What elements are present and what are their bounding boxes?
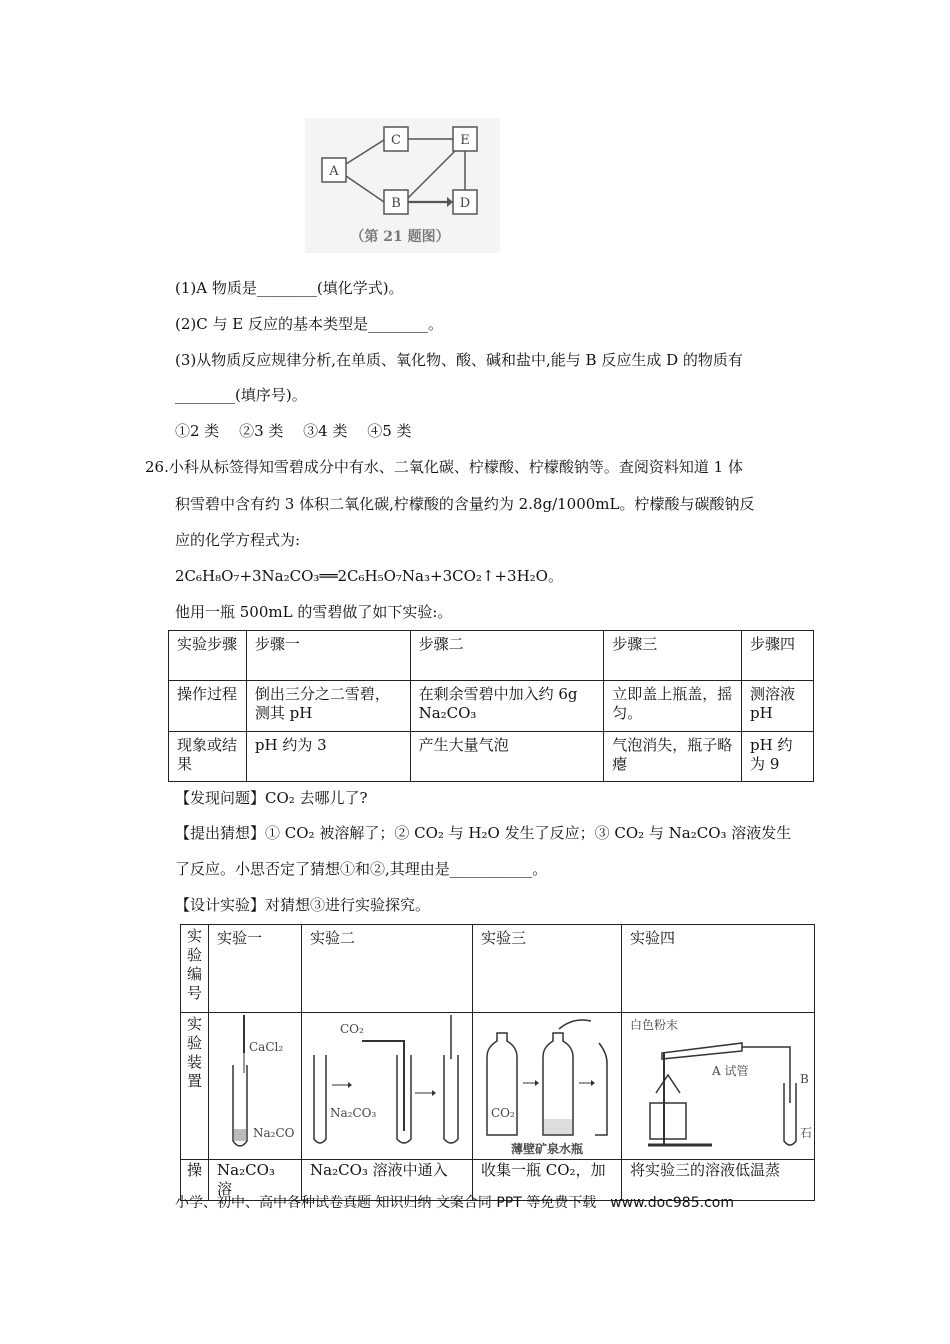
discover-problem: 【发现问题】CO₂ 去哪儿了? <box>175 789 368 807</box>
node-e-label: E <box>460 133 470 148</box>
table-cell: Na₂CO₃ 溶 <box>209 1160 302 1201</box>
table-cell: 实验步骤 <box>169 631 247 681</box>
table-cell: 测溶液 pH <box>742 681 814 732</box>
q26-intro-3: 应的化学方程式为: <box>175 531 301 549</box>
table-cell: 实验二 <box>302 925 473 1013</box>
table-row <box>169 631 814 681</box>
label-powder: 白色粉末 <box>630 1018 679 1032</box>
table-cell: 收集一瓶 CO₂，加 <box>473 1160 622 1201</box>
table-row <box>181 925 815 1013</box>
table-cell: 实验三 <box>473 925 622 1013</box>
table-row <box>181 1013 815 1160</box>
apparatus-3 <box>473 1013 622 1160</box>
label-na2co3: Na₂CO₃ <box>330 1106 377 1120</box>
label-co2-bottle: CO₂ <box>491 1106 515 1120</box>
reaction-diagram <box>305 118 500 253</box>
table-cell: 气泡消失，瓶子略瘪 <box>604 732 742 782</box>
apparatus-2 <box>302 1013 473 1160</box>
apparatus-3-svg <box>473 1013 621 1159</box>
table-cell: 步骤一 <box>246 631 410 681</box>
table-cell: 操 <box>181 1160 209 1201</box>
table-row <box>169 732 814 782</box>
table-cell: 步骤二 <box>410 631 604 681</box>
experiment-table-1 <box>168 630 814 782</box>
node-a-label: A <box>329 164 339 179</box>
table-cell: Na₂CO₃ 溶液中通入 <box>302 1160 473 1201</box>
label-b: B <box>800 1072 809 1086</box>
q21-sub3-a: (3)从物质反应规律分析,在单质、氧化物、酸、碱和盐中,能与 B 反应生成 D 的物质有 <box>175 351 743 369</box>
label-na2co: Na₂CO <box>253 1126 295 1140</box>
diagram-svg <box>305 118 500 253</box>
label-tube-a: A 试管 <box>712 1064 749 1078</box>
node-b-label: B <box>391 196 401 211</box>
apparatus-2-svg <box>302 1013 472 1159</box>
table-cell: 实验装置 <box>181 1013 209 1160</box>
table-cell: 实验一 <box>209 925 302 1013</box>
table-cell: 立即盖上瓶盖，摇匀。 <box>604 681 742 732</box>
page-footer: 小学、初中、高中各种试卷真题 知识归纳 文案合同 PPT 等免费下载 www.doc985.com <box>175 1195 734 1211</box>
table-cell: pH 约为 3 <box>246 732 410 782</box>
node-d-label: D <box>459 196 471 211</box>
table-cell: pH 约为 9 <box>742 732 814 782</box>
table-cell: 步骤四 <box>742 631 814 681</box>
table-cell: 产生大量气泡 <box>410 732 604 782</box>
hypothesis-2: 了反应。小思否定了猜想①和②,其理由是___________。 <box>175 860 548 878</box>
design-experiment: 【设计实验】对猜想③进行实验探究。 <box>175 896 431 914</box>
table-cell: 将实验三的溶液低温蒸 <box>622 1160 815 1201</box>
apparatus-1-svg <box>209 1013 301 1159</box>
label-cacl2: CaCl₂ <box>249 1040 284 1054</box>
label-co2: CO₂ <box>340 1022 364 1036</box>
q21-options: ①2 类 ②3 类 ③4 类 ④5 类 <box>175 422 412 440</box>
figure-caption: （第 21 题图） <box>350 229 450 245</box>
q26-intro-2: 积雪碧中含有约 3 体积二氧化碳,柠檬酸的含量约为 2.8g/1000mL。柠檬酸与碳酸钠反 <box>175 495 755 513</box>
q21-sub3-b: ________(填序号)。 <box>175 386 307 404</box>
experiment-table-2 <box>180 924 815 1201</box>
q26-intro-1: 26.小科从标签得知雪碧成分中有水、二氧化碳、柠檬酸、柠檬酸钠等。查阅资料知道 1 体 <box>145 458 743 476</box>
q21-sub2: (2)C 与 E 反应的基本类型是________。 <box>175 315 443 333</box>
q21-sub1: (1)A 物质是________(填化学式)。 <box>175 279 404 297</box>
table-cell: 步骤三 <box>604 631 742 681</box>
label-stone: 石 <box>800 1126 813 1140</box>
table-cell: 在剩余雪碧中加入约 6g Na₂CO₃ <box>410 681 604 732</box>
apparatus-4-svg <box>622 1013 814 1159</box>
apparatus-4 <box>622 1013 815 1160</box>
hypothesis-1: 【提出猜想】① CO₂ 被溶解了；② CO₂ 与 H₂O 发生了反应；③ CO₂ 与 Na₂CO₃ 溶液发生 <box>175 824 792 842</box>
table-cell: 实验四 <box>622 925 815 1013</box>
q26-equation: 2C₆H₈O₇+3Na₂CO₃══2C₆H₅O₇Na₃+3CO₂↑+3H₂O。 <box>175 567 563 585</box>
table-row <box>169 681 814 732</box>
table-cell: 操作过程 <box>169 681 247 732</box>
table-cell: 实验编号 <box>181 925 209 1013</box>
node-c-label: C <box>391 133 401 148</box>
q26-intro-4: 他用一瓶 500mL 的雪碧做了如下实验:。 <box>175 603 453 621</box>
label-bottle: 薄壁矿泉水瓶 <box>511 1142 584 1156</box>
table-cell: 现象或结果 <box>169 732 247 782</box>
table-cell: 倒出三分之二雪碧，测其 pH <box>246 681 410 732</box>
apparatus-1 <box>209 1013 302 1160</box>
